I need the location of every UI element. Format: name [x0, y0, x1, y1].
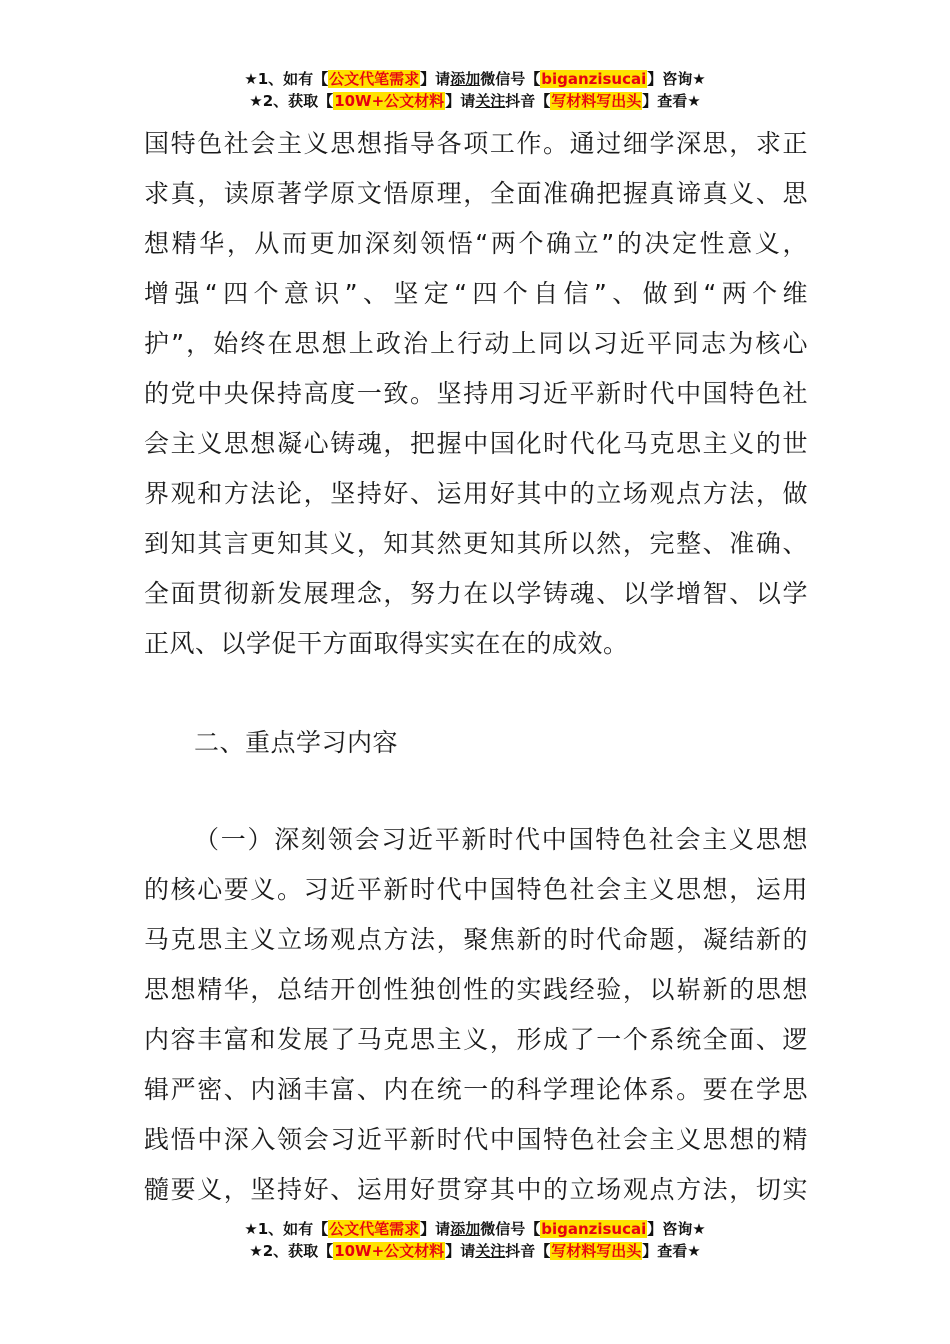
highlight-douyin-account: 写材料写出头	[551, 92, 642, 110]
highlight-wechat-id: biganzisucai	[541, 1220, 647, 1238]
paragraph-line: 到知其言更知其义，知其然更知其所以然，完整、准确、	[144, 529, 808, 558]
paragraph-line: 马克思主义立场观点方法，聚焦新的时代命题，凝结新的	[144, 925, 808, 954]
highlight-materials: 10W+公文材料	[334, 92, 445, 110]
highlight-service: 公文代笔需求	[329, 70, 420, 88]
header-banner	[0, 68, 950, 112]
paragraph-line: 的党中央保持高度一致。坚持用习近平新时代中国特色社	[144, 379, 808, 408]
highlight-wechat-id: biganzisucai	[541, 70, 647, 88]
paragraph-line: （一）深刻领会习近平新时代中国特色社会主义思想	[194, 825, 808, 854]
paragraph-line: 会主义思想凝心铸魂，把握中国化时代化马克思主义的世	[144, 429, 808, 458]
paragraph-line: 践悟中深入领会习近平新时代中国特色社会主义思想的精	[144, 1125, 808, 1154]
banner-line-2: ★2、获取【10W+公文材料】请关注抖音【写材料写出头】查看★	[249, 92, 701, 110]
highlight-materials: 10W+公文材料	[334, 1242, 445, 1260]
paragraph-line: 想精华，从而更加深刻领悟“两个确立”的决定性意义，	[144, 229, 808, 258]
banner-line-1: ★1、如有【公文代笔需求】请添加微信号【biganzisucai】咨询★	[244, 70, 706, 88]
paragraph-line: 思想精华，总结开创性独创性的实践经验，以崭新的思想	[144, 975, 808, 1004]
banner-line-2: ★2、获取【10W+公文材料】请关注抖音【写材料写出头】查看★	[249, 1242, 701, 1260]
paragraph-line: 国特色社会主义思想指导各项工作。通过细学深思，求正	[144, 129, 808, 158]
paragraph-line: 增强“四个意识”、坚定“四个自信”、做到“两个维	[144, 279, 808, 308]
paragraph-line: 髓要义，坚持好、运用好贯穿其中的立场观点方法，切实	[144, 1175, 808, 1204]
paragraph-line: 内容丰富和发展了马克思主义，形成了一个系统全面、逻	[144, 1025, 808, 1054]
paragraph-1	[144, 119, 808, 669]
paragraph-line: 的核心要义。习近平新时代中国特色社会主义思想，运用	[144, 875, 808, 904]
section-heading: 二、重点学习内容	[194, 728, 399, 757]
footer-banner	[0, 1218, 950, 1262]
highlight-service: 公文代笔需求	[329, 1220, 420, 1238]
highlight-douyin-account: 写材料写出头	[551, 1242, 642, 1260]
paragraph-line: 护”，始终在思想上政治上行动上同以习近平同志为核心	[144, 329, 808, 358]
paragraph-line: 正风、以学促干方面取得实实在在的成效。	[144, 629, 629, 658]
paragraph-line: 求真，读原著学原文悟原理，全面准确把握真谛真义、思	[144, 179, 808, 208]
paragraph-line: 全面贯彻新发展理念，努力在以学铸魂、以学增智、以学	[144, 579, 808, 608]
paragraph-line: 辑严密、内涵丰富、内在统一的科学理论体系。要在学思	[144, 1075, 808, 1104]
banner-line-1: ★1、如有【公文代笔需求】请添加微信号【biganzisucai】咨询★	[244, 1220, 706, 1238]
paragraph-2	[144, 815, 808, 1215]
paragraph-line: 界观和方法论，坚持好、运用好其中的立场观点方法，做	[144, 479, 808, 508]
